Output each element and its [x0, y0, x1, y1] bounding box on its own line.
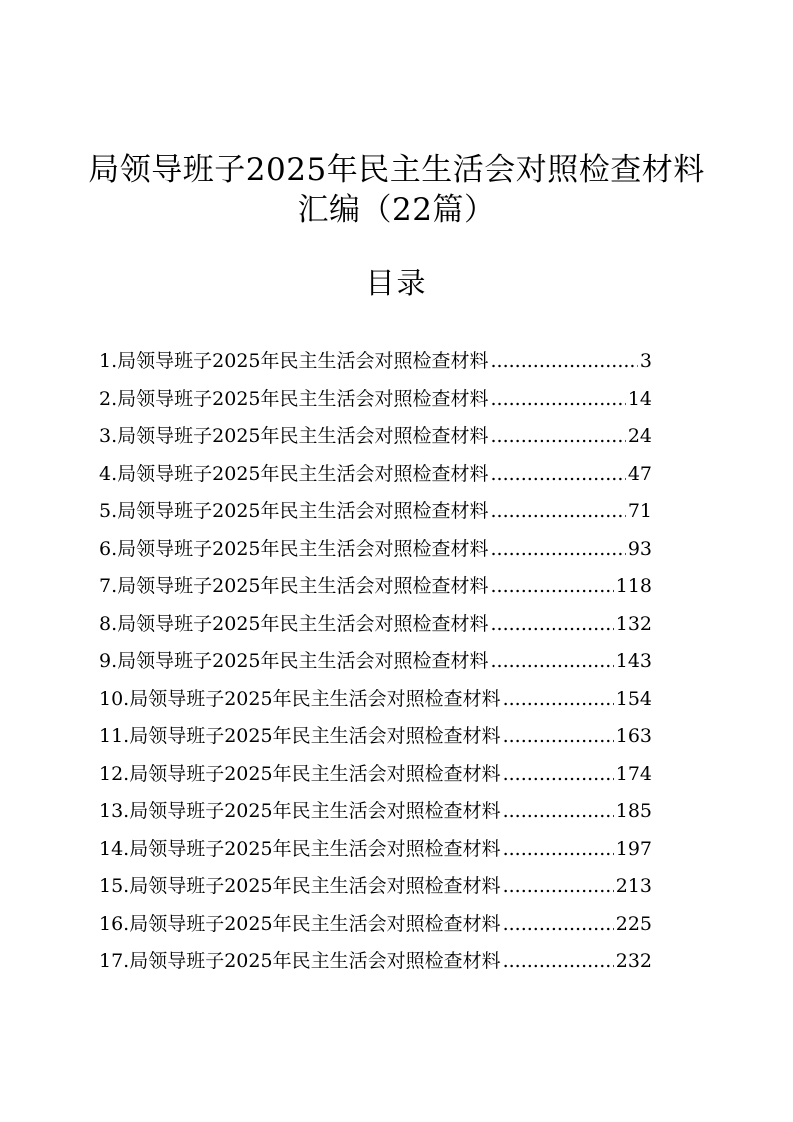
toc-entry-title: 局领导班子2025年民主生活会对照检查材料	[117, 575, 489, 597]
toc-entry-title: 局领导班子2025年民主生活会对照检查材料	[129, 762, 501, 785]
toc-entry-number: 8.	[99, 612, 118, 635]
toc-entry-page-number: 71	[627, 500, 652, 522]
toc-entry-number: 16.	[99, 912, 130, 935]
toc-dot-leader	[491, 343, 638, 381]
toc-entry-number: 1.	[99, 350, 118, 372]
toc-entry-title: 局领导班子2025年民主生活会对照检查材料	[117, 537, 489, 560]
toc-entry[interactable]	[99, 943, 652, 981]
toc-entry[interactable]	[99, 456, 652, 494]
toc-entry-number: 9.	[99, 650, 118, 672]
toc-entry-title: 局领导班子2025年民主生活会对照检查材料	[117, 350, 489, 372]
toc-entry-page-number: 3	[639, 350, 652, 372]
toc-entry-title: 局领导班子2025年民主生活会对照检查材料	[117, 462, 489, 485]
toc-dot-leader	[491, 456, 626, 494]
toc-entry-page-number: 47	[627, 462, 652, 485]
toc-dot-leader	[503, 906, 614, 944]
toc-entry-page-number: 143	[615, 650, 652, 672]
toc-entry-page-number: 197	[615, 837, 652, 860]
toc-entry-page-number: 132	[615, 612, 652, 635]
toc-entry-page-number: 232	[615, 950, 652, 972]
toc-dot-leader	[491, 381, 626, 419]
toc-dot-leader	[491, 418, 626, 456]
toc-entry[interactable]	[99, 606, 652, 644]
toc-entry[interactable]	[99, 381, 652, 419]
toc-entry-number: 10.	[99, 687, 130, 710]
toc-dot-leader	[503, 756, 614, 794]
toc-entry[interactable]	[99, 418, 652, 456]
toc-heading: 目录	[365, 266, 428, 300]
toc-entry-title: 局领导班子2025年民主生活会对照检查材料	[129, 950, 501, 972]
toc-dot-leader	[491, 606, 614, 644]
toc-entry-page-number: 185	[615, 800, 652, 822]
toc-dot-leader	[491, 493, 626, 531]
toc-dot-leader	[503, 793, 614, 831]
toc-entry-page-number: 14	[627, 387, 652, 410]
toc-entry-title: 局领导班子2025年民主生活会对照检查材料	[129, 725, 501, 747]
toc-dot-leader	[491, 643, 614, 681]
toc-entry-page-number: 93	[627, 537, 652, 560]
toc-entry[interactable]	[99, 568, 652, 606]
toc-dot-leader	[503, 681, 614, 719]
document-title	[0, 150, 793, 230]
toc-entry-title: 局领导班子2025年民主生活会对照检查材料	[129, 800, 501, 822]
toc-entry-number: 3.	[99, 425, 118, 447]
toc-entry-title: 局领导班子2025年民主生活会对照检查材料	[117, 387, 489, 410]
toc-entry-number: 17.	[99, 950, 130, 972]
toc-entry[interactable]	[99, 681, 652, 719]
toc-entry[interactable]	[99, 493, 652, 531]
toc-entry-number: 7.	[99, 575, 118, 597]
toc-entry[interactable]	[99, 906, 652, 944]
toc-dot-leader	[491, 568, 614, 606]
toc-entry-title: 局领导班子2025年民主生活会对照检查材料	[117, 650, 489, 672]
toc-dot-leader	[503, 868, 614, 906]
toc-entry-number: 4.	[99, 462, 118, 485]
toc-entry[interactable]	[99, 756, 652, 794]
toc-dot-leader	[503, 831, 614, 869]
toc-entry[interactable]	[99, 868, 652, 906]
toc-entry-title: 局领导班子2025年民主生活会对照检查材料	[117, 500, 489, 522]
toc-entry-title: 局领导班子2025年民主生活会对照检查材料	[129, 912, 501, 935]
toc-entry-number: 15.	[99, 875, 130, 897]
document-title-line1: 局领导班子2025年民主生活会对照检查材料	[88, 152, 705, 188]
toc-entry-number: 2.	[99, 387, 118, 410]
toc-entry-number: 14.	[99, 837, 130, 860]
toc-entry-page-number: 24	[627, 425, 652, 447]
toc-entry[interactable]	[99, 793, 652, 831]
toc-entry-page-number: 213	[615, 875, 652, 897]
toc-entry-page-number: 174	[615, 762, 652, 785]
toc-dot-leader	[491, 531, 626, 569]
toc-entry-page-number: 154	[615, 687, 652, 710]
toc-entry[interactable]	[99, 718, 652, 756]
toc-entry[interactable]	[99, 343, 652, 381]
toc-entry[interactable]	[99, 531, 652, 569]
toc-entry-number: 11.	[99, 725, 130, 747]
toc-entry-title: 局领导班子2025年民主生活会对照检查材料	[117, 425, 489, 447]
document-title-line2: 汇编（22篇）	[297, 192, 496, 228]
toc-dot-leader	[503, 943, 614, 981]
toc-entry-page-number: 163	[615, 725, 652, 747]
toc-entry-number: 6.	[99, 537, 118, 560]
toc-entry-number: 13.	[99, 800, 130, 822]
toc-entry-title: 局领导班子2025年民主生活会对照检查材料	[129, 875, 501, 897]
toc-entry-title: 局领导班子2025年民主生活会对照检查材料	[117, 612, 489, 635]
toc-entry-title: 局领导班子2025年民主生活会对照检查材料	[129, 687, 501, 710]
toc-entry[interactable]	[99, 831, 652, 869]
toc-entry-title: 局领导班子2025年民主生活会对照检查材料	[129, 837, 501, 860]
toc-entry-number: 12.	[99, 762, 130, 785]
toc-entry[interactable]	[99, 643, 652, 681]
toc-entry-number: 5.	[99, 500, 118, 522]
toc-dot-leader	[503, 718, 614, 756]
table-of-contents	[99, 343, 652, 981]
toc-entry-page-number: 225	[615, 912, 652, 935]
toc-entry-page-number: 118	[615, 575, 652, 597]
